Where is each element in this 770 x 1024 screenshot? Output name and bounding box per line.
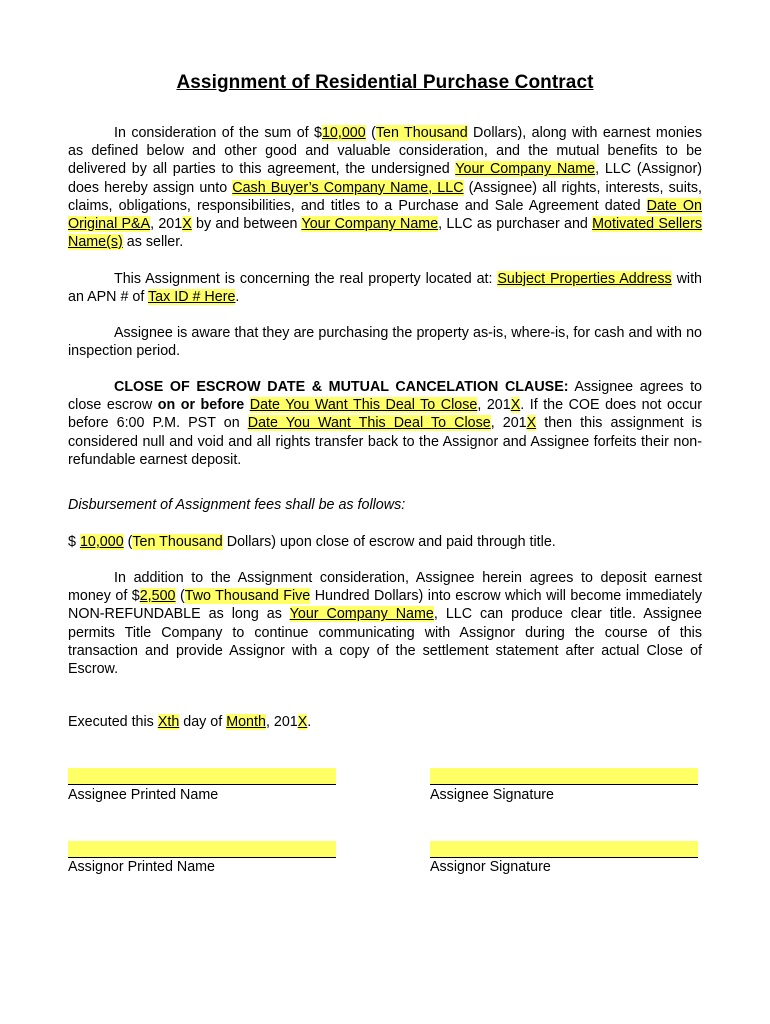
text: , 201 (490, 415, 527, 432)
as-is-paragraph: Assignee is aware that they are purchasing the property as-is, where-is, for cash and with no inspection period. (68, 325, 702, 360)
text: by and between (191, 216, 302, 233)
assignor-signature-label: Assignor Signature (430, 859, 551, 875)
text (244, 397, 250, 413)
earnest-money-paragraph (68, 569, 702, 678)
text: , 201 (150, 216, 183, 233)
amount-field: 10,000 (321, 125, 366, 141)
text: as seller. (122, 234, 184, 251)
text: In consideration of the sum of $ (114, 125, 322, 141)
year-field: X (182, 216, 192, 233)
text: In addition to the Assignment consideration, Assignee herein agrees to deposit earnest money of $ (68, 570, 702, 605)
text: . (307, 714, 312, 730)
deposit-amount-field: 2,500 (139, 588, 176, 605)
day-field: Xth (157, 714, 180, 730)
assignee-name-label: Assignee Printed Name (68, 787, 219, 803)
text: Dollars) upon close of escrow and paid through title. (222, 534, 556, 550)
text: , LLC as purchaser and (438, 216, 593, 233)
close-date-field: Date You Want This Deal To Close (247, 415, 491, 432)
assignor-name-label: Assignor Printed Name (68, 859, 216, 875)
assignee-name-line[interactable] (68, 768, 336, 785)
text: with an APN # of (68, 271, 703, 306)
execution-date-paragraph (68, 713, 702, 731)
deposit-words-field: Two Thousand Five (184, 588, 311, 605)
text: then this assignment is considered null and void and all rights transfer back to the Assignor and Assignee forfeits their non-refundable earnest deposit. (68, 415, 702, 468)
text: , LLC can produce clear title. Assignee permits Title Company to continue communicating with Assignor during the course of this transaction and provide Assignor with a copy of the settlement statement after actual Close of Escrow. (68, 606, 703, 678)
text: . If the COE does not occur before 6:00 P.M. PST on (68, 397, 702, 432)
disbursement-heading: Disbursement of Assignment fees shall be as follows: (68, 497, 406, 513)
text: , LLC (Assignor) does hereby assign unto (68, 161, 703, 196)
company-name-field: Your Company Name (301, 216, 439, 233)
bold-text: on or before (157, 397, 245, 414)
fee-amount-field: 10,000 (79, 534, 124, 550)
text: Dollars), along with earnest monies as defined below and other good and valuable consideration, and the mutual benefits to be delivered by all parties to this agreement, the undersigned (68, 125, 703, 178)
text: Executed this (68, 714, 158, 730)
text: . (235, 289, 240, 306)
text: Hundred Dollars) into escrow which will become immediately NON-REFUNDABLE as long as (68, 588, 703, 623)
tax-id-field: Tax ID # Here (148, 289, 236, 306)
text: ( (365, 125, 376, 141)
property-paragraph (68, 270, 702, 306)
text: ( (175, 588, 185, 605)
assignee-signature-line[interactable] (430, 768, 698, 785)
text: ( (123, 534, 133, 550)
company-name-field: Your Company Name (455, 161, 596, 178)
text: Assignee agrees to close escrow (68, 379, 702, 414)
text: , 201 (265, 714, 298, 730)
text: This Assignment is concerning the real property located at: (114, 271, 498, 287)
original-date-field: Date On Original P&A (68, 197, 702, 233)
document-title: Assignment of Residential Purchase Contract (176, 72, 594, 93)
fee-paragraph (68, 533, 702, 551)
text: $ (68, 534, 80, 550)
fee-words-field: Ten Thousand (132, 534, 223, 550)
amount-words-field: Ten Thousand (375, 125, 468, 141)
assignee-signature-label: Assignee Signature (430, 787, 554, 803)
consideration-paragraph (68, 124, 702, 251)
buyer-company-field: Cash Buyer’s Company Name, LLC (232, 179, 464, 196)
escrow-clause-paragraph (68, 378, 702, 469)
sellers-name-field: Motivated Sellers Name(s) (68, 216, 703, 251)
text: , 201 (477, 397, 511, 414)
year-field: X (297, 714, 308, 730)
text: day of (179, 714, 227, 730)
month-field: Month (226, 714, 266, 730)
company-name-field: Your Company Name (289, 606, 434, 623)
year-field: X (526, 415, 537, 432)
assignor-name-line[interactable] (68, 841, 336, 858)
year-field: X (510, 397, 521, 414)
clause-heading: CLOSE OF ESCROW DATE & MUTUAL CANCELATION CLAUSE: (114, 379, 569, 395)
assignor-signature-line[interactable] (430, 841, 698, 858)
property-address-field: Subject Properties Address (497, 271, 672, 287)
text: (Assignee) all rights, interests, suits, claims, obligations, responsibilities, and titles to a Purchase and Sale Agreement dated (68, 179, 703, 214)
close-date-field: Date You Want This Deal To Close (249, 397, 478, 414)
